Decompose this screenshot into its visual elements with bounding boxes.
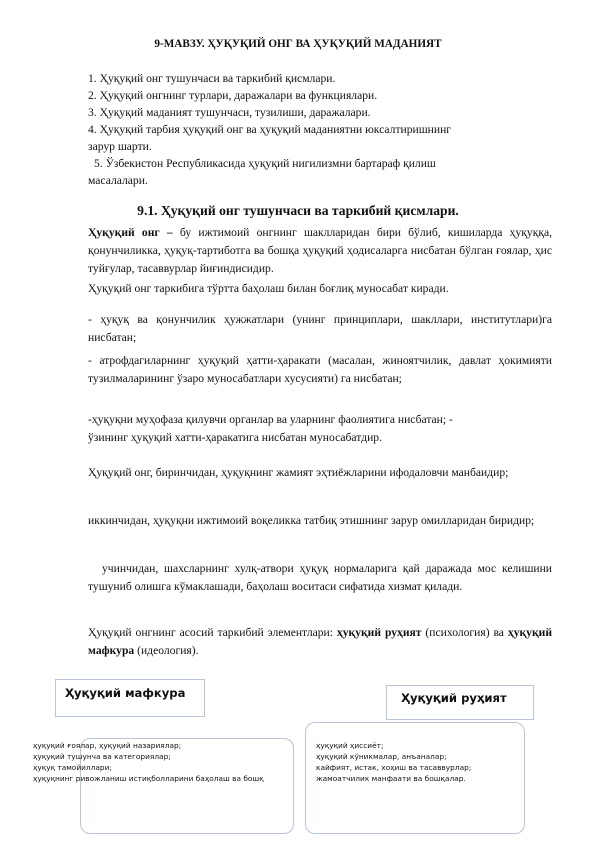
elements-psych-note: (психология) ва [421, 626, 508, 639]
plan-item-2: 2. Ҳуқуқий онгнинг турлари, даражалари ва функциялари. [88, 89, 378, 102]
plan-item-4-continued: зарур шарти. [88, 140, 152, 153]
ideology-item-2: ҳуқуқий тушунча ва категориялар; [33, 752, 171, 761]
section-heading: 9.1. Ҳуқуқий онг тушунчаси ва таркибий қисмлари. [137, 203, 459, 218]
page-title: 9-МАВЗУ. ҲУҚУҚИЙ ОНГ ВА ҲУҚУҚИЙ МАДАНИЯТ [154, 38, 442, 50]
ideology-item-4: ҳуқуқнинг ривожланиш истиқболларини баҳолаш ва бошқ [33, 774, 264, 783]
psychology-item-1: ҳуқуқий ҳиссиёт; [316, 741, 384, 750]
definition-paragraph [88, 224, 552, 277]
psychology-box-title: Ҳуқуқий руҳият [401, 691, 507, 705]
definition-term: Ҳуқуқий онг – [88, 226, 173, 239]
bullet-self: ўзининг ҳуқуқий хатти-ҳаракатига нисбатан муносабатдир. [88, 431, 382, 444]
plan-item-5: 5. Ўзбекистон Республикасида ҳуқуқий нигилизмни бартараф қилиш [94, 157, 436, 170]
psychology-item-4: жамоатчилик манфаати ва бошқалар. [316, 774, 466, 783]
bullet-laws: - ҳуқуқ ва қонунчилик ҳужжатлари (унинг принциплари, шакллари, институтлари)га нисбатан; [88, 313, 552, 344]
paragraph-second: иккинчидан, ҳуқуқни ижтимоий воқеликка татбиқ этишнинг зарур омилларидан биридир; [88, 514, 535, 527]
ideology-box-title: Ҳуқуқий мафкура [65, 686, 186, 700]
definition-text: бу ижтимоий онгнинг шаклларидан бири бўлиб, кишиларда ҳуқуққа, қонунчиликка, ҳуқуқ-тартиботга ва бошқа ҳуқуқий ҳодисаларга нисбатан бўлган ғоялар, ҳис туйғулар, тасаввурлар йиғиндисидир. [88, 226, 552, 275]
elements-psych-term: ҳуқуқий руҳият [336, 626, 422, 639]
structure-paragraph: Ҳуқуқий онг таркибига тўртта баҳолаш билан боғлиқ муносабат киради. [88, 282, 449, 295]
plan-item-1: 1. Ҳуқуқий онг тушунчаси ва таркибий қисмлари. [88, 72, 336, 85]
paragraph-third: учинчидан, шахсларнинг хулқ-атвори ҳуқуқ нормаларига қай даражада мос келишини тушуниб олишга кўмаклашади, баҳолаш воситаси сифатида хизмат қилади. [88, 562, 552, 593]
elements-ideo-note: (идеология). [134, 643, 199, 657]
bullet-organs: -ҳуқуқни муҳофаза қилувчи органлар ва уларнинг фаолиятига нисбатан; - [88, 413, 453, 426]
ideology-item-3: ҳуқуқ тамойиллари; [33, 763, 112, 772]
psychology-item-3: кайфият, истак, хоҳиш ва тасаввурлар; [316, 763, 472, 772]
ideology-item-1: ҳуқуқий ғоялар, ҳуқуқий назариялар; [33, 741, 182, 750]
plan-item-5-continued: масалалари. [88, 174, 148, 187]
plan-item-3: 3. Ҳуқуқий маданият тушунчаси, тузилиши, даражалари. [88, 106, 371, 119]
plan-item-4: 4. Ҳуқуқий тарбия ҳуқуқий онг ва ҳуқуқий маданиятни юксалтиришнинг [88, 123, 452, 136]
elements-paragraph [88, 624, 552, 660]
elements-prefix: Ҳуқуқий онгнинг асосий таркибий элементлари: [88, 626, 337, 639]
psychology-item-2: ҳуқуқий кўникмалар, анъаналар; [316, 752, 447, 761]
paragraph-first: Ҳуқуқий онг, биринчидан, ҳуқуқнинг жамият эҳтиёжларини ифодаловчи манбаидир; [88, 466, 509, 479]
bullet-behavior: - атрофдагиларнинг ҳуқуқий ҳатти-ҳаракати (масалан, жиноятчилик, давлат ҳокимияти тузилмаларининг ўзаро муносабатлари хусусияти) га нисбатан; [88, 354, 552, 385]
elements-ideo-term: ҳуқуқий мафкура [88, 626, 553, 657]
